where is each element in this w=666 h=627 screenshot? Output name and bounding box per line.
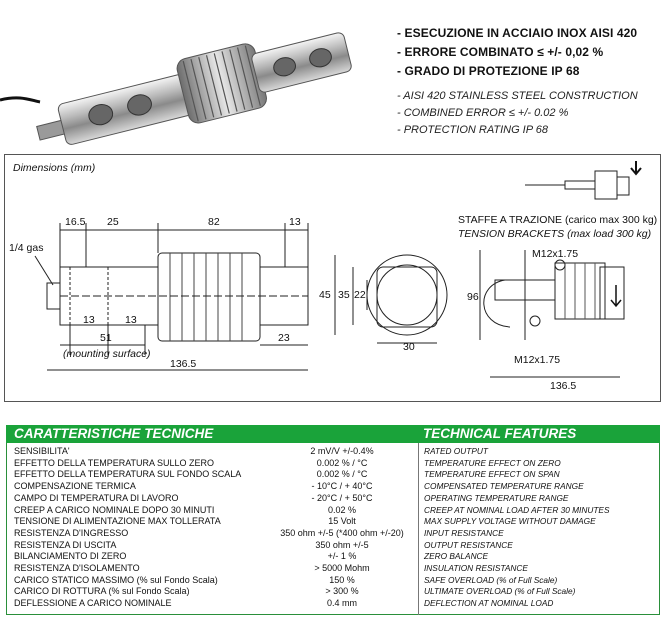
- table-row: [7, 469, 659, 480]
- table-header-bar: [6, 425, 660, 443]
- spec-line: - GRADO DI PROTEZIONE IP 68: [397, 64, 580, 78]
- mounting-surface-label: (mounting surface): [63, 348, 151, 360]
- brackets-it-label: STAFFE A TRAZIONE (carico max 300 kg): [458, 214, 658, 226]
- spec-line: - AISI 420 STAINLESS STEEL CONSTRUCTION: [397, 90, 638, 102]
- dim-label: 13: [83, 314, 95, 326]
- column-divider: [418, 443, 419, 615]
- param-value: > 300 %: [325, 586, 359, 597]
- thread-label: M12x1.75: [514, 354, 561, 366]
- param-name-it: RESISTENZA D'INGRESSO: [14, 527, 129, 538]
- table-row: [7, 575, 659, 586]
- param-name-it: EFFETTO DELLA TEMPERATURA SUL FONDO SCALA: [14, 469, 242, 480]
- end-view: [335, 255, 447, 343]
- table-row: [7, 598, 659, 609]
- param-value: 15 Volt: [328, 516, 356, 527]
- param-name-it: EFFETTO DELLA TEMPERATURA SULLO ZERO: [14, 457, 215, 468]
- dim-label: 35: [338, 289, 350, 301]
- param-value: 0.4 mm: [326, 598, 357, 609]
- param-name-it: BILANCIAMENTO DI ZERO: [14, 551, 127, 562]
- table-row: [7, 586, 659, 597]
- spec-line: - PROTECTION RATING IP 68: [397, 124, 548, 136]
- param-name-en: INPUT RESISTANCE: [424, 527, 504, 538]
- dim-label: 136.5: [170, 358, 197, 370]
- param-name-it: CAMPO DI TEMPERATURA DI LAVORO: [14, 492, 179, 503]
- param-name-en: TEMPERATURE EFFECT ON ZERO: [424, 457, 561, 468]
- param-name-en: INSULATION RESISTANCE: [424, 563, 528, 573]
- brackets-en-label: TENSION BRACKETS (max load 300 kg): [458, 228, 652, 240]
- param-name-it: DEFLESSIONE A CARICO NOMINALE: [14, 598, 172, 609]
- dim-label: 30: [403, 341, 415, 353]
- param-name-en: CREEP AT NOMINAL LOAD AFTER 30 MINUTES: [424, 504, 610, 515]
- param-value: - 20°C / + 50°C: [311, 492, 373, 503]
- param-value: +/- 1 %: [327, 551, 357, 562]
- dim-label: 25: [107, 216, 119, 228]
- param-name-en: OUTPUT RESISTANCE: [424, 539, 513, 550]
- param-name-it: CREEP A CARICO NOMINALE DOPO 30 MINUTI: [14, 504, 215, 515]
- dim-label: 22: [354, 289, 366, 301]
- param-value: 350 ohm +/-5: [315, 539, 369, 550]
- param-name-en: ULTIMATE OVERLOAD (% of Full Scale): [424, 586, 576, 597]
- specs-italian: [397, 24, 637, 81]
- table-row: [7, 493, 659, 504]
- param-name-it: RESISTENZA DI USCITA: [14, 539, 117, 550]
- dim-label: 136.5: [550, 380, 577, 392]
- spec-line: - COMBINED ERROR ≤ +/- 0.02 %: [397, 107, 569, 119]
- dim-label: 45: [319, 289, 331, 301]
- param-name-it: CARICO DI ROTTURA (% sul Fondo Scala): [14, 586, 190, 597]
- param-value: 0.002 % / °C: [316, 457, 368, 468]
- param-name-it: RESISTENZA D'ISOLAMENTO: [14, 563, 140, 573]
- specs-english: [397, 88, 638, 139]
- table-row: [7, 528, 659, 539]
- table-row: [7, 551, 659, 562]
- load-arrow-icon: [631, 161, 641, 174]
- param-name-en: COMPENSATED TEMPERATURE RANGE: [424, 481, 584, 492]
- drawing-caption: Dimensions (mm): [13, 162, 96, 174]
- param-name-it: SENSIBILITA': [14, 446, 70, 456]
- dimension-drawing-panel: [4, 154, 661, 402]
- spec-line: - ERRORE COMBINATO ≤ +/- 0,02 %: [397, 45, 604, 59]
- param-name-en: TEMPERATURE EFFECT ON SPAN: [424, 469, 560, 480]
- param-name-en: ZERO BALANCE: [424, 551, 489, 562]
- bracket-thumbnail: [525, 171, 629, 199]
- param-value: 2 mV/V +/-0.4%: [310, 446, 374, 456]
- dim-label: 51: [100, 332, 112, 344]
- param-name-en: OPERATING TEMPERATURE RANGE: [424, 492, 569, 503]
- param-value: 150 %: [329, 574, 355, 585]
- table-row: [7, 540, 659, 551]
- table-row: [7, 481, 659, 492]
- table-header-english: TECHNICAL FEATURES: [423, 426, 577, 441]
- dimension-drawing: [5, 155, 660, 401]
- param-name-en: MAX SUPPLY VOLTAGE WITHOUT DAMAGE: [424, 516, 596, 527]
- param-value: 0.02 %: [327, 504, 357, 515]
- table-row: [7, 563, 659, 574]
- load-arrow-icon: [611, 285, 621, 306]
- param-name-it: TENSIONE DI ALIMENTAZIONE MAX TOLLERATA: [14, 516, 221, 527]
- table-row: [7, 516, 659, 527]
- dim-label: 23: [278, 332, 290, 344]
- thread-label: M12x1.75: [532, 248, 579, 260]
- param-value: 0.002 % / °C: [316, 469, 368, 480]
- gas-label: 1/4 gas: [9, 242, 44, 254]
- technical-table: [6, 443, 660, 615]
- dim-label: 82: [208, 216, 220, 228]
- table-header-italian: CARATTERISTICHE TECNICHE: [14, 426, 214, 441]
- spec-line: - ESECUZIONE IN ACCIAIO INOX AISI 420: [397, 26, 638, 40]
- table-row: [7, 505, 659, 516]
- table-row: [7, 446, 659, 457]
- dim-label: 13: [289, 216, 301, 228]
- param-name-en: DEFLECTION AT NOMINAL LOAD: [424, 598, 554, 609]
- param-name-en: SAFE OVERLOAD (% of Full Scale): [424, 574, 558, 585]
- param-name-it: COMPENSAZIONE TERMICA: [14, 481, 136, 492]
- param-value: > 5000 Mohm: [314, 563, 370, 573]
- param-name-it: CARICO STATICO MASSIMO (% sul Fondo Scala): [14, 574, 218, 585]
- param-value: 350 ohm +/-5 (*400 ohm +/-20): [280, 527, 404, 538]
- dim-label: 13: [125, 314, 137, 326]
- dim-label: 16.5: [65, 216, 86, 228]
- load-cell-photo: [0, 0, 380, 152]
- dim-label: 96: [467, 291, 479, 303]
- param-name-en: RATED OUTPUT: [424, 446, 488, 456]
- param-value: - 10°C / + 40°C: [311, 481, 373, 492]
- table-row: [7, 458, 659, 469]
